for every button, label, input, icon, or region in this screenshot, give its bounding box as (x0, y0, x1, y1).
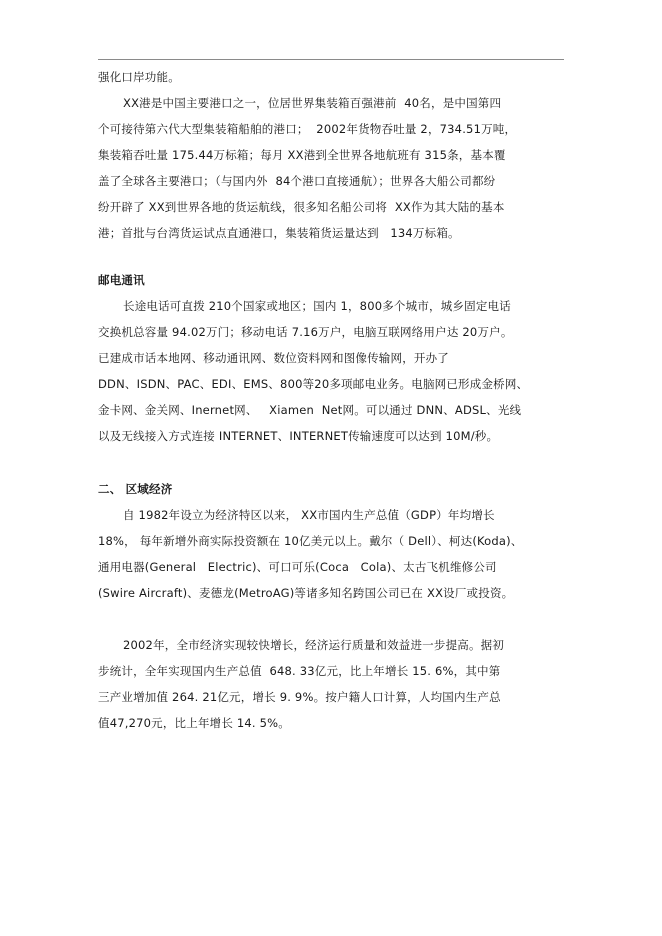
text-line: 自 1982年设立为经济特区以来， XX市国内生产总值（GDP）年均增长 (123, 508, 495, 522)
text-line: (Swire Aircraft)、麦德龙(MetroAG)等诸多知名跨国公司已在 XX设厂或投资。 (98, 586, 514, 600)
text-line: 盖了全球各主要港口；（与国内外 84个港口直接通航）；世界各大船公司都纷 (98, 174, 496, 188)
text-line: 以及无线接入方式连接 INTERNET、INTERNET传输速度可以达到 10M/秒。 (98, 429, 499, 443)
text-line: 三产业增加值 264. 21亿元，增长 9. 9%。按户籍人口计算，人均国内生产总 (98, 690, 501, 704)
text-line: 已建成市话本地网、移动通讯网、数位资料网和图像传输网，开办了 (98, 351, 449, 365)
text-line: 值47,270元，比上年增长 14. 5%。 (98, 716, 290, 730)
text-line: DDN、ISDN、PAC、EDI、EMS、800等20多项邮电业务。电脑网已形成金桥网、 (98, 377, 529, 391)
section-heading-telecom: 邮电通讯 (98, 273, 145, 287)
text-line: 强化口岸功能。 (98, 70, 180, 84)
text-line: 通用电器(General Electric)、可口可乐(Coca Cola)、太古飞机维修公司 (98, 560, 497, 574)
text-line: 港；首批与台湾货运试点直通港口，集装箱货运量达到 134万标箱。 (98, 226, 460, 240)
text-line: 纷开辟了 XX到世界各地的货运航线，很多知名船公司将 XX作为其大陆的基本 (98, 200, 505, 214)
header-rule (98, 59, 564, 60)
text-line: 个可接待第六代大型集装箱船舶的港口； 2002年货物吞吐量 2，734.51万吨， (98, 122, 517, 136)
text-line: 2002年，全市经济实现较快增长，经济运行质量和效益进一步提高。据初 (123, 638, 505, 652)
text-line: 集装箱吞吐量 175.44万标箱；每月 XX港到全世界各地航班有 315条，基本覆 (98, 148, 506, 162)
text-line: 18%， 每年新增外商实际投资额在 10亿美元以上。戴尔（ Dell）、柯达(Koda)、 (98, 534, 523, 548)
text-line: 长途电话可直拨 210个国家或地区；国内 1，800多个城市，城乡固定电话 (123, 299, 511, 313)
text-line: 交换机总容量 94.02万门；移动电话 7.16万户，电脑互联网络用户达 20万户。 (98, 325, 513, 339)
text-line: XX港是中国主要港口之一，位居世界集装箱百强港前 40名，是中国第四 (123, 96, 502, 110)
section-heading-economy: 二、 区域经济 (98, 482, 173, 496)
text-line: 金卡网、金关网、Inernet网、 Xiamen Net网。可以通过 DNN、ADSL、光线 (98, 403, 522, 417)
text-line: 步统计，全年实现国内生产总值 648. 33亿元，比上年增长 15. 6%，其中第 (98, 664, 501, 678)
